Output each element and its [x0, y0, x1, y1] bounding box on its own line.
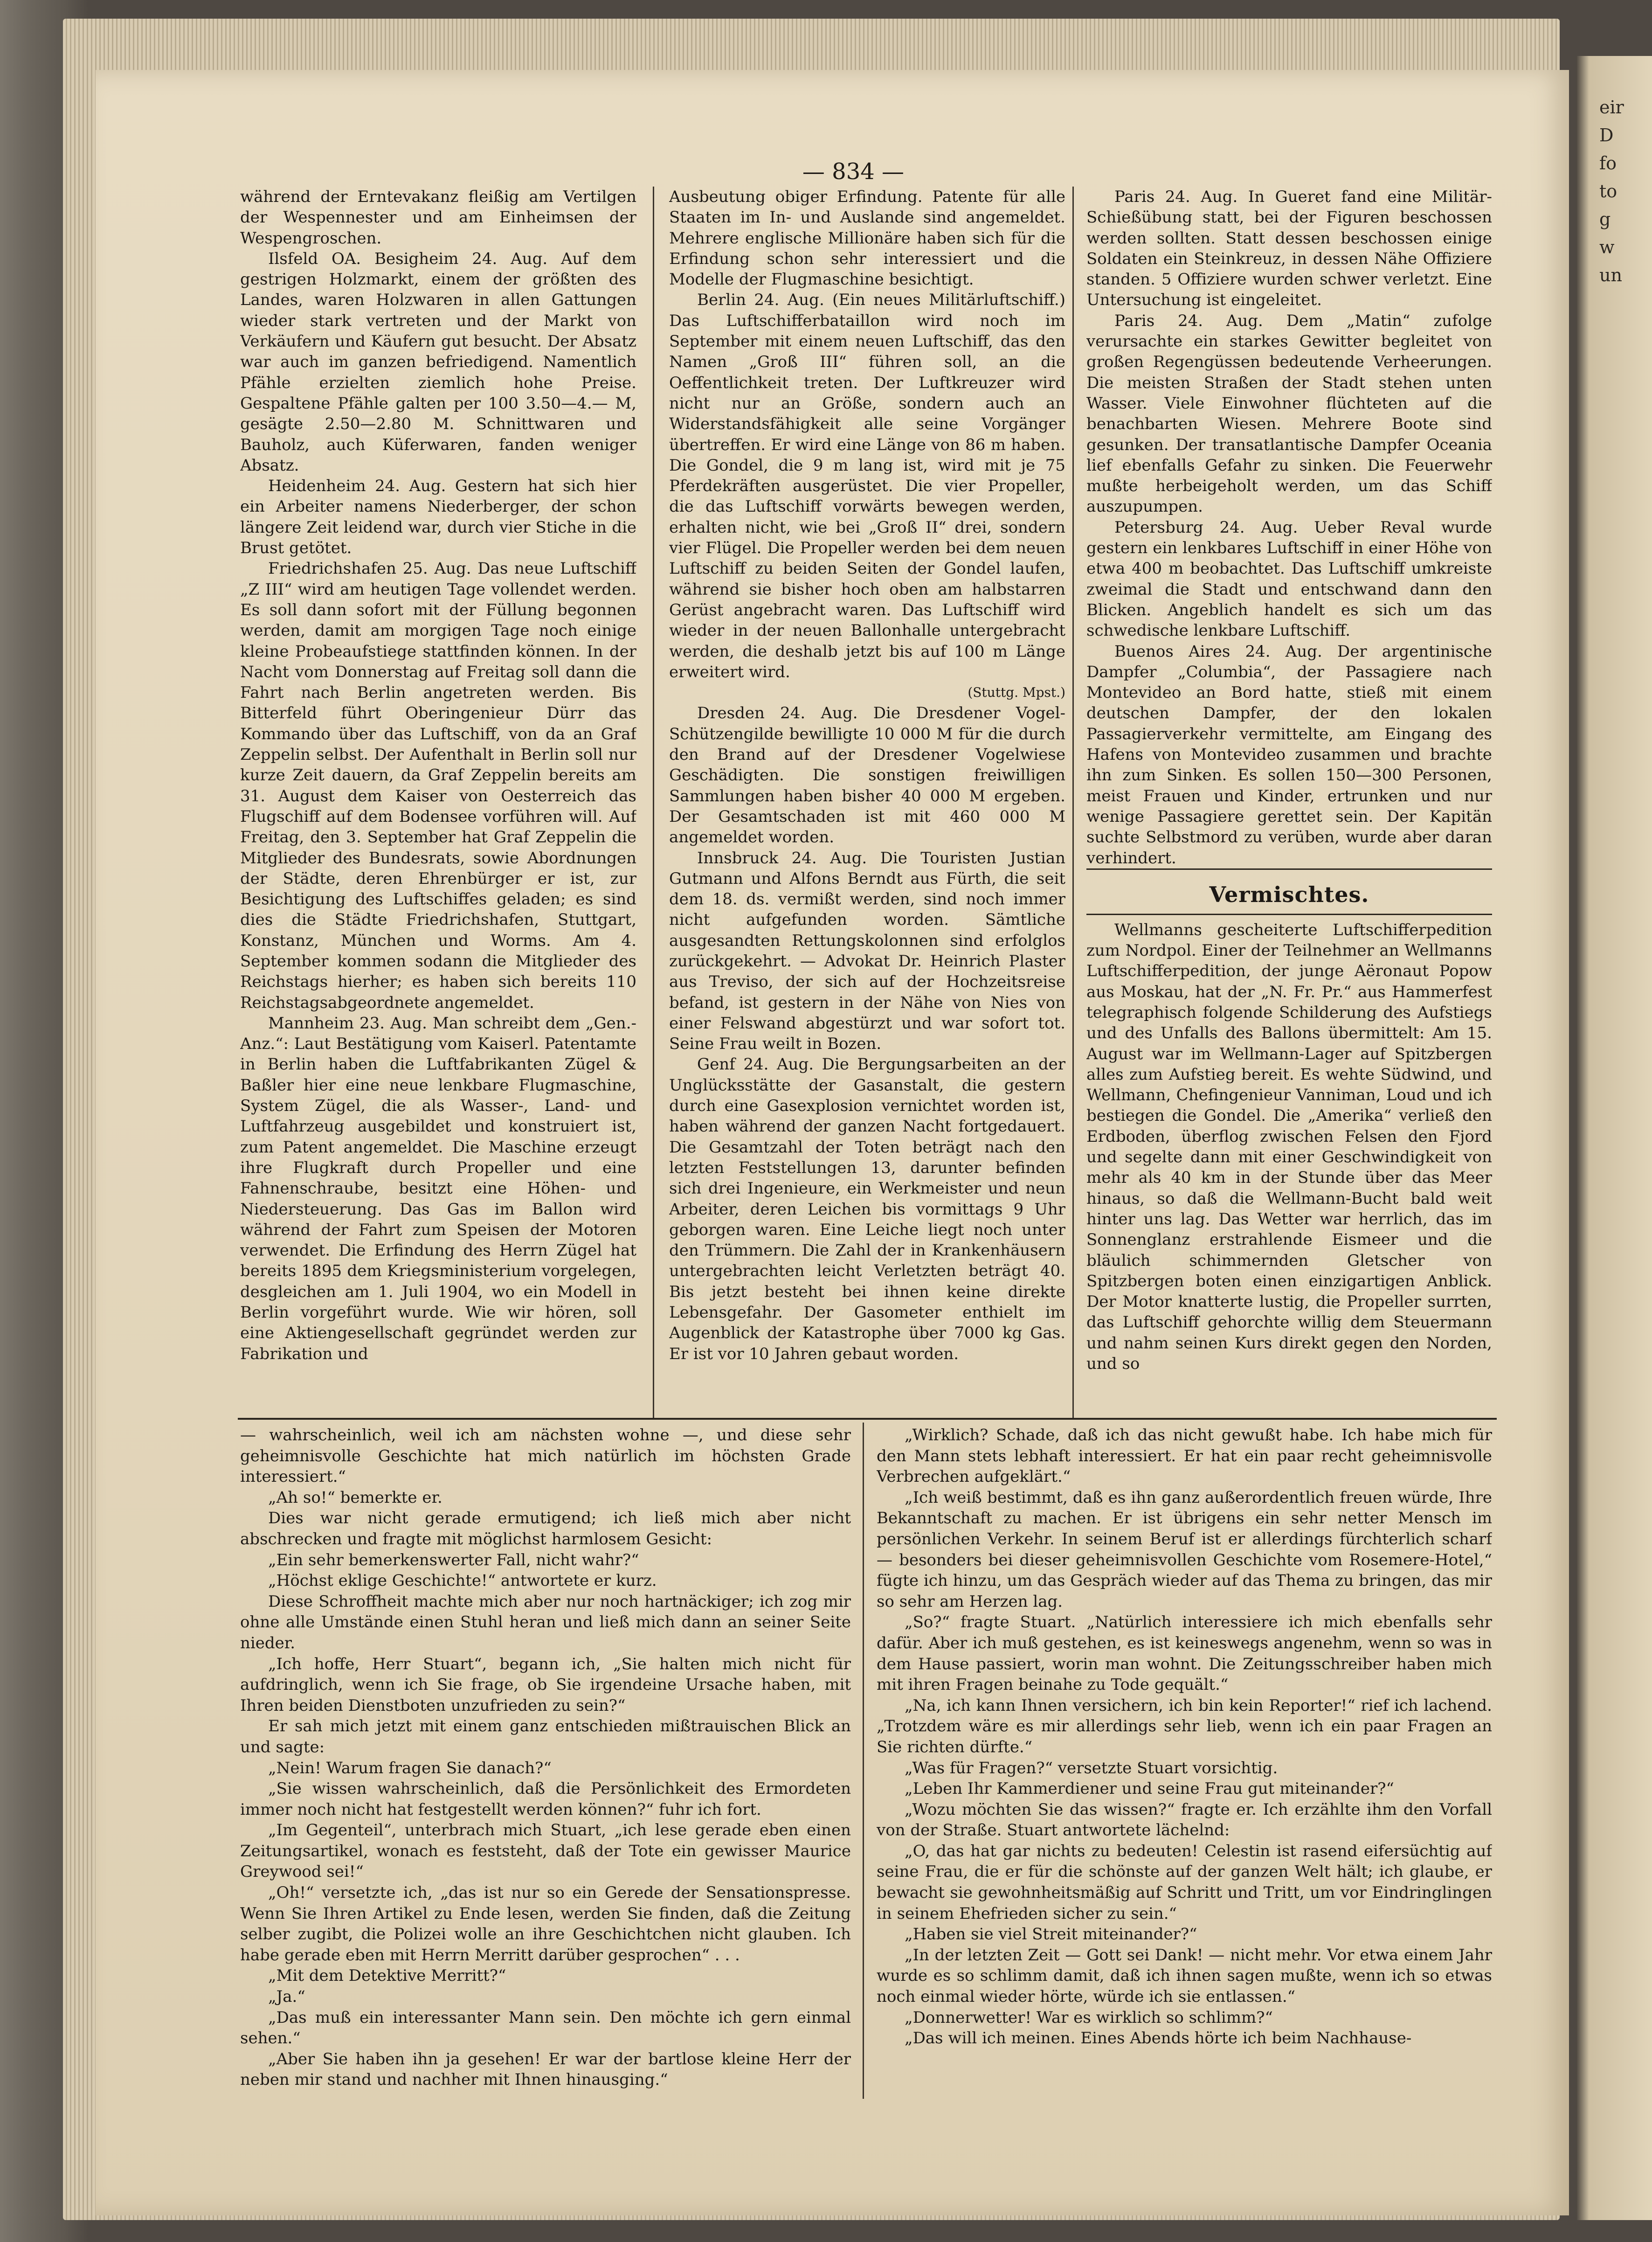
news-paragraph: Innsbruck 24. Aug. Die Touristen Justian Gutmann und Alfons Berndt aus Fürth, die seit dem 18. ds. vermißt werden, sind noch immer nicht aufgefunden worden. Sämtliche ausgesandten Rettungskolonnen sind erfolglos zurückgekehrt. — Advokat Dr. Heinrich Plaster aus Treviso, der sich auf der Hochzeitsreise befand, ist gestern in der Nähe von Nies von einer Felswand abgestürzt und war sofort tot. Seine Frau weilt in Bozen. [669, 848, 1065, 1054]
news-paragraph: Paris 24. Aug. Dem „Matin“ zufolge verursachte ein starkes Gewitter begleitet von großen Regengüssen bedeutende Verheerungen. Die meisten Straßen der Stadt stehen unten Wasser. Viele Einwohner flüchteten auf die benachbarten Wiesen. Mehrere Boote sind gesunken. Der transatlantische Dampfer Oceania lief ebenfalls Gefahr zu sinken. Die Feuerwehr mußte herbeigeholt werden, um das Schiff auszupumpen. [1086, 311, 1492, 516]
story-paragraph: „Nein! Warum fragen Sie danach?“ [268, 1758, 552, 1777]
story-paragraph: — wahrscheinlich, weil ich am nächsten wohne —, und diese sehr geheimnisvolle Geschichte hat mich natürlich im höchsten Grade interessiert.“ [240, 1426, 851, 1486]
news-paragraph: Dresden 24. Aug. Die Dresdener Vogel-Schützengilde bewilligte 10 000 M für die durch den Brand auf der Dresdener Vogelwiese Geschädigten. Die sonstigen freiwilligen Sammlungen haben bisher 40 000 M ergeben. Der Gesamtschaden ist mit 460 000 M angemeldet worden. [669, 704, 1065, 847]
story-paragraph: „Ein sehr bemerkenswerter Fall, nicht wahr?“ [268, 1550, 639, 1569]
story-paragraph: „Aber Sie haben ihn ja gesehen! Er war der bartlose kleine Herr der neben mir stand und nachher mit Ihnen hinausging.“ [240, 2049, 851, 2089]
feuilleton-column-right [877, 1425, 1492, 2096]
story-paragraph: „Mit dem Detektive Merritt?“ [268, 1966, 506, 1985]
news-paragraph: Paris 24. Aug. In Gueret fand eine Militär-Schießübung statt, bei der Figuren beschossen werden sollten. Statt dessen beschossen einige Soldaten ein Steinkreuz, in dessen Nähe Offiziere standen. 5 Offiziere wurden schwer verletzt. Eine Untersuchung ist eingeleitet. [1086, 187, 1492, 310]
story-paragraph: „Ich weiß bestimmt, daß es ihn ganz außerordentlich freuen würde, Ihre Bekanntschaft zu machen. Er ist übrigens ein sehr netter Mensch im persönlichen Verkehr. In seinem Beruf ist er allerdings fürchterlich scharf — besonders bei dieser geheimnisvollen Geschichte vom Rosemere-Hotel,“ fügte ich hinzu, um das Gespräch wieder auf das Thema zu bringen, das mir so sehr am Herzen lag. [877, 1488, 1492, 1611]
story-paragraph: Diese Schroffheit machte mich aber nur noch hartnäckiger; ich zog mir ohne alle Umstände einen Stuhl heran und ließ mich dann an seiner Seite nieder. [240, 1592, 851, 1652]
page-number: — 834 — [802, 159, 905, 185]
story-paragraph: „Wozu möchten Sie das wissen?“ fragte er. Ich erzählte ihm den Vorfall von der Straße. Stuart antwortete lächelnd: [877, 1800, 1492, 1840]
feuilleton-column-left [240, 1425, 851, 2096]
news-paragraph: Genf 24. Aug. Die Bergungsarbeiten an der Unglücksstätte der Gasanstalt, die gestern durch eine Gasexplosion vernichtet worden ist, haben während der ganzen Nacht fortgedauert. Die Gesamtzahl der Toten beträgt nach den letzten Feststellungen 13, darunter befinden sich drei Ingenieure, ein Werkmeister und neun Arbeiter, deren Leichen bis vormittags 9 Uhr geborgen waren. Eine Leiche liegt noch unter den Trümmern. Die Zahl der in Krankenhäusern untergebrachten leicht Verletzten beträgt 40. Bis jetzt besteht bei ihnen keine direkte Lebensgefahr. Der Gasometer enthielt im Augenblick der Katastrophe über 7000 kg Gas. Er ist vor 10 Jahren gebaut worden. [669, 1055, 1065, 1363]
source-attribution: (Stuttg. Mpst.) [968, 685, 1065, 701]
column-divider [1072, 187, 1074, 1418]
story-paragraph: „Wirklich? Schade, daß ich das nicht gewußt habe. Ich habe mich für den Mann stets lebhaft interessiert. Er hat ein paar recht geheimnisvolle Verbrechen aufgeklärt.“ [877, 1426, 1492, 1486]
news-paragraph: Petersburg 24. Aug. Ueber Reval wurde gestern ein lenkbares Luftschiff in einer Höhe von etwa 400 m beobachtet. Das Luftschiff umkreiste zweimal die Stadt und entschwand dann den Blicken. Angeblich handelt es sich um das schwedische lenkbare Luftschiff. [1086, 518, 1492, 640]
story-paragraph: „Sie wissen wahrscheinlich, daß die Persönlichkeit des Ermordeten immer noch nicht hat festgestellt werden können?“ fuhr ich fort. [240, 1779, 851, 1819]
story-paragraph: „Donnerwetter! War es wirklich so schlimm?“ [905, 2008, 1273, 2027]
story-paragraph: „Ich hoffe, Herr Stuart“, begann ich, „Sie halten mich nicht für aufdringlich, wenn ich Sie frage, ob Sie irgendeine Ursache haben, mit Ihren beiden Dienstboten unzufrieden zu sein?“ [240, 1654, 851, 1715]
section-rule [1086, 914, 1492, 915]
story-paragraph: „Leben Ihr Kammerdiener und seine Frau gut miteinander?“ [905, 1779, 1394, 1798]
story-paragraph: „Ah so!“ bemerkte er. [268, 1488, 442, 1507]
column-divider [863, 1423, 864, 2099]
news-paragraph: Ilsfeld OA. Besigheim 24. Aug. Auf dem gestrigen Holzmarkt, einem der größten des Landes, waren Holzwaren in allen Gattungen wieder stark vertreten und der Markt von Verkäufern und Käufern gut besucht. Der Absatz war auch im ganzen befriedigend. Namentlich Pfähle erzielten ziemlich hohe Preise. Gespaltene Pfähle galten per 100 3.50—4.— M, gesägte 2.50—2.80 M. Schnittwaren und Bauholz, auch Küferwaren, fanden weniger Absatz. [240, 249, 636, 475]
news-column-2 [669, 187, 1065, 1418]
news-paragraph: während der Erntevakanz fleißig am Vertilgen der Wespennester und am Einheimsen der Wespengroschen. [240, 187, 636, 248]
news-paragraph: Buenos Aires 24. Aug. Der argentinische Dampfer „Columbia“, der Passagiere nach Montevideo an Bord hatte, stieß mit einem deutschen Dampfer, der den lokalen Passagierverkehr vermittelte, am Eingang des Hafens von Montevideo zusammen und brachte ihn zum Sinken. Es sollen 150—300 Personen, meist Frauen und Kinder, ertrunken und nur wenige Passagiere gerettet sein. Der Kapitän suchte Selbstmord zu verüben, wurde aber daran verhindert. [1086, 642, 1492, 868]
story-paragraph: „Das will ich meinen. Eines Abends hörte ich beim Nachhause- [905, 2029, 1412, 2048]
story-paragraph: „Oh!“ versetzte ich, „das ist nur so ein Gerede der Sensationspresse. Wenn Sie Ihren Artikel zu Ende lesen, werden Sie finden, daß die Zeitung selber zugibt, die Polizei wolle an ihre Geschichtchen nicht glauben. Ich habe gerade eben mit Herrn Merritt darüber gesprochen“ . . . [240, 1883, 851, 1964]
story-paragraph: „O, das hat gar nichts zu bedeuten! Celestin ist rasend eifersüchtig auf seine Frau, die er für die schönste auf der ganzen Welt hält; ich glaube, er bewacht sie gewohnheitsmäßig auf Schritt und Tritt, um vor Eindringlingen in seinem Ehefrieden sicher zu sein.“ [877, 1841, 1492, 1923]
story-paragraph: „Was für Fragen?“ versetzte Stuart vorsichtig. [905, 1758, 1278, 1777]
story-paragraph: „Haben sie viel Streit miteinander?“ [905, 1925, 1197, 1944]
story-paragraph: Dies war nicht gerade ermutigend; ich ließ mich aber nicht abschrecken und fragte mit möglichst harmlosem Gesicht: [240, 1509, 851, 1548]
story-paragraph: „Höchst eklige Geschichte!“ antwortete er kurz. [268, 1571, 657, 1590]
story-paragraph: „Im Gegenteil“, unterbrach mich Stuart, „ich lese gerade eben einen Zeitungsartikel, wonach es feststeht, daß der Tote ein gewisser Maurice Greywood sei!“ [240, 1821, 851, 1881]
section-heading-vermischtes: Vermischtes. [1209, 882, 1369, 907]
right-page-edge-text: eir D fo to g w un [1599, 97, 1624, 285]
story-paragraph: „So?“ fragte Stuart. „Natürlich interessiere ich mich ebenfalls sehr dafür. Aber ich muß gestehen, es ist keineswegs angenehm, wenn so was in dem Hause passiert, worin man wohnt. Die Zeitungsschreiber haben mich mit ihren Fragen beinahe zu Tode gequält.“ [877, 1613, 1492, 1694]
news-column-3 [1086, 187, 1492, 1418]
story-paragraph: „Das muß ein interessanter Mann sein. Den möchte ich gern einmal sehen.“ [240, 2008, 851, 2048]
story-paragraph: „Na, ich kann Ihnen versichern, ich bin kein Reporter!“ rief ich lachend. „Trotzdem wäre es mir allerdings sehr lieb, wenn ich ein paar Fragen an Sie richten dürfte.“ [877, 1696, 1492, 1756]
news-paragraph: Heidenheim 24. Aug. Gestern hat sich hier ein Arbeiter namens Niederberger, der schon längere Zeit leidend war, durch vier Stiche in die Brust getötet. [240, 477, 636, 558]
story-paragraph: „Ja.“ [268, 1987, 305, 2006]
news-paragraph: Wellmanns gescheiterte Luftschifferpedition zum Nordpol. Einer der Teilnehmer an Wellmanns Luftschifferpedition, der junge Aëronaut Popow aus Moskau, hat der „N. Fr. Pr.“ aus Hammerfest telegraphisch folgende Schilderung des Aufstiegs und des Unfalls des Ballons übermittelt: Am 15. August war im Wellmann-Lager auf Spitzbergen alles zum Aufstieg bereit. Es wehte Südwind, und Wellmann, Chefingenieur Vanniman, Loud und ich bestiegen die Gondel. Die „Amerika“ verließ den Erdboden, überflog zwischen Felsen den Fjord und segelte dann mit einer Geschwindigkeit von mehr als 40 km in der Stunde über das Meer hinaus, so daß die Wellmann-Bucht bald weit hinter uns lag. Das Wetter war herrlich, das im Sonnenglanz erstrahlende Eismeer und die bläulich schimmernden Gletscher von Spitzbergen boten einen einzigartigen Anblick. Der Motor knatterte lustig, die Propeller surrten, das Luftschiff gehorchte willig dem Steuermann und nahm seinen Kurs direkt gegen den Norden, und so [1086, 920, 1492, 1374]
right-page-fragment [1576, 56, 1652, 2220]
column-divider [653, 187, 654, 1418]
news-paragraph: Ausbeutung obiger Erfindung. Patente für alle Staaten im In- und Auslande sind angemeldet. Mehrere englische Millionäre haben sich für die Erfindung schon sehr interessiert und die Modelle der Flugmaschine besichtigt. [669, 187, 1065, 289]
news-paragraph: Mannheim 23. Aug. Man schreibt dem „Gen.-Anz.“: Laut Bestätigung vom Kaiserl. Patentamte in Berlin haben die Luftfabrikanten Zügel & Baßler hier eine neue lenkbare Flugmaschine, System Zügel, die als Wasser-, Land- und Luftfahrzeug ausgebildet und konstruiert ist, zum Patent angemeldet. Die Maschine erzeugt ihre Flugkraft durch Propeller und eine Fahnenschraube, besitzt eine Höhen- und Niedersteuerung. Das Gas im Ballon wird während der Fahrt zum Speisen der Motoren verwendet. Die Erfindung des Herrn Zügel hat bereits 1895 dem Kriegsministerium vorgelegen, desgleichen am 1. Juli 1904, wo ein Modell in Berlin vorgeführt wurde. Wie wir hören, soll eine Aktiengesellschaft gegründet werden zur Fabrikation und [240, 1013, 636, 1363]
story-paragraph: Er sah mich jetzt mit einem ganz entschieden mißtrauischen Blick an und sagte: [240, 1717, 851, 1756]
section-rule [1086, 868, 1492, 870]
news-column-1 [240, 187, 636, 1418]
news-paragraph: Berlin 24. Aug. (Ein neues Militärluftschiff.) Das Luftschifferbataillon wird noch im September mit einem neuen Luftschiff, das den Namen „Groß III“ führen soll, an die Oeffentlichkeit treten. Der Luftkreuzer wird nicht nur an Größe, sondern auch an Widerstandsfähigkeit alle seine Vorgänger übertreffen. Er wird eine Länge von 86 m haben. Die Gondel, die 9 m lang ist, wird mit je 75 Pferdekräften ausgerüstet. Die vier Propeller, die das Luftschiff vorwärts bewegen werden, erhalten nicht, wie bei „Groß II“ drei, sondern vier Flügel. Die Propeller werden bei dem neuen Luftschiff zu beiden Seiten der Gondel laufen, während sie bisher hoch oben am halbstarren Gerüst angebracht waren. Das Luftschiff wird wieder in der neuen Ballonhalle untergebracht werden, die deshalb jetzt bis auf 100 m Länge erweitert wird. [669, 291, 1065, 681]
story-paragraph: „In der letzten Zeit — Gott sei Dank! — nicht mehr. Vor etwa einem Jahr wurde es so schlimm damit, daß ich ihnen sagen mußte, wenn ich so etwas noch einmal wieder hörte, würde ich sie entlassen.“ [877, 1945, 1492, 2006]
feuilleton-divider [238, 1418, 1497, 1420]
news-paragraph: Friedrichshafen 25. Aug. Das neue Luftschiff „Z III“ wird am heutigen Tage vollendet werden. Es soll dann sofort mit der Füllung begonnen werden, damit am morgigen Tage noch einige kleine Probeaufstiege stattfinden können. In der Nacht vom Donnerstag auf Freitag soll dann die Fahrt nach Berlin angetreten werden. Bis Bitterfeld führt Oberingenieur Dürr das Kommando über das Luftschiff, von da an Graf Zeppelin selbst. Der Aufenthalt in Berlin soll nur kurze Zeit dauern, da Graf Zeppelin bereits am 31. August dem Kaiser von Oesterreich das Flugschiff auf dem Bodensee vorführen will. Auf Freitag, den 3. September hat Graf Zeppelin die Mitglieder des Bundesrats, sowie Abordnungen der Städte, deren Ehrenbürger er ist, zur Besichtigung des Luftschiffes geladen; es sind dies die Städte Friedrichshafen, Stuttgart, Konstanz, München und Worms. Am 4. September kommen sodann die Mitglieder des Reichstags hierher; es haben sich bereits 110 Reichstagsabgeordnete angemeldet. [240, 559, 636, 1012]
